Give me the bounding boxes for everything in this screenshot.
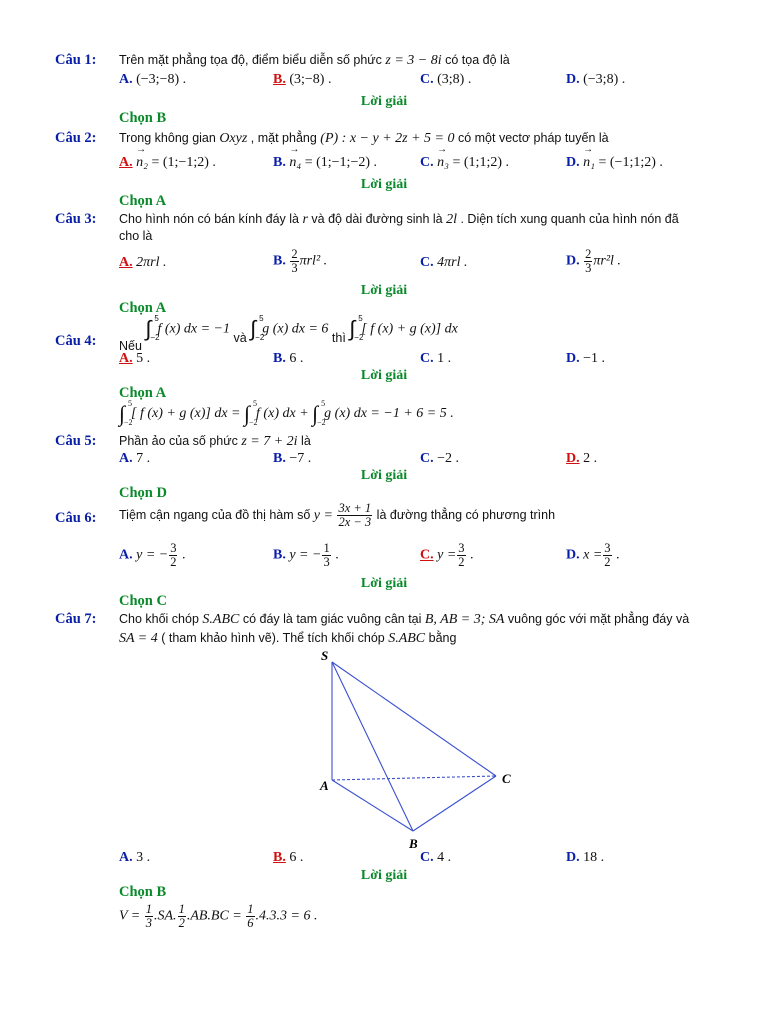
q3-stem-line2: cho là (119, 229, 153, 243)
q4-option-a: A. 5 . (119, 351, 151, 366)
q7-option-c: C. 4 . (420, 850, 452, 865)
q3-option-b-fraction: $\frac{2}{3}$ (291, 247, 298, 275)
q5-option-a: A. 7 . (119, 451, 151, 466)
q5-number: Câu 5: (55, 433, 97, 449)
q2-stem: Trong không gian Oxyz , mặt phẳng (P) : x − y + 2z + 5 = 0 có một vectơ pháp tuyến là (119, 131, 609, 146)
q4-integral-2: ∫ 5 −2 (250, 314, 265, 342)
q2-option-a: A. → n₂ = (1;−1;2) . (119, 155, 216, 171)
q6-function-fraction: $\frac{3x + 1}{2x - 3}$ (338, 501, 372, 529)
q2-option-d: D. → n₁ = (−1;1;2) . (566, 155, 663, 171)
vertex-c-label: C (502, 771, 511, 786)
q4-option-b: B. 6 . (273, 351, 304, 366)
q1-solution-heading: Lời giải (360, 94, 408, 109)
q6-stem: Tiệm cận ngang của đồ thị hàm số y = $\frac{3x + 1}{2x - 3}$ là đường thẳng có phương trình (119, 501, 556, 529)
q5-option-c: C. −2 . (420, 451, 460, 466)
q4-solution: ∫ 5 −2 [ f (x) + g (x)] dx = ∫ 5 −2 f (x) dx + ∫ 5 −2 g (x) dx = −1 + 6 = 5 . (119, 399, 454, 427)
q6-option-a: A. y = − $\frac{3}{2}$ . (119, 541, 186, 569)
q4-number: Câu 4: (55, 333, 97, 349)
q6-choice: Chọn C (119, 593, 167, 609)
q3-option-d-fraction: $\frac{2}{3}$ (585, 247, 592, 275)
q7-stem-line2: SA = 4 ( tham khảo hình vẽ). Thể tích khối chóp S.ABC bằng (119, 631, 457, 646)
q3-option-d: D. $\frac{2}{3}$ πr²l . (566, 247, 621, 275)
q4-integral-3: ∫ 5 −2 (349, 314, 364, 342)
q1-option-b: B. (3;−8) . (273, 72, 332, 87)
q6-option-b: B. y = − $\frac{1}{3}$ . (273, 541, 339, 569)
q5-choice: Chọn D (119, 485, 167, 501)
vertex-b-label: B (409, 836, 418, 851)
q1-stem (119, 53, 510, 69)
q3-choice: Chọn A (119, 300, 167, 316)
q1-stem-end: có tọa độ là (441, 53, 510, 67)
q3-number: Câu 3: (55, 211, 97, 227)
q4-stem: Nếu ∫ 5 −2 f (x) dx = −1 và ∫ 5 −2 g (x) dx = 6 thì ∫ 5 −2 [ f (x) + g (x)] dx (119, 314, 458, 354)
q7-choice: Chọn B (119, 884, 167, 900)
q1-option-a: A. (−3;−8) . (119, 72, 187, 87)
q1-choice: Chọn B (119, 110, 167, 126)
q5-option-b: B. −7 . (273, 451, 312, 466)
q2-number: Câu 2: (55, 130, 97, 146)
q6-option-c: C. y = $\frac{3}{2}$ . (420, 541, 474, 569)
vertex-s-label: S (321, 648, 329, 663)
q6-solution-heading: Lời giải (360, 576, 408, 591)
q7-option-b: B. 6 . (273, 850, 304, 865)
q3-option-c: C. 4πrl . (420, 255, 468, 270)
q4-solution-heading: Lời giải (360, 368, 408, 383)
q2-choice: Chọn A (119, 193, 167, 209)
pyramid-figure (310, 645, 520, 855)
q3-solution-heading: Lời giải (360, 283, 408, 298)
q2-option-c: C. → n₃ = (1;1;2) . (420, 155, 509, 171)
q1-option-c: C. (3;8) . (420, 72, 472, 87)
q1-stem-math: z = 3 − 8i (385, 53, 442, 68)
edge-bc (413, 776, 496, 831)
edge-sc (332, 662, 496, 776)
q7-option-d: D. 18 . (566, 850, 605, 865)
q4-choice: Chọn A (119, 385, 167, 401)
q5-stem: Phần ảo của số phức z = 7 + 2i là (119, 434, 311, 449)
q4-integral-1: ∫ 5 −2 (145, 314, 160, 342)
q1-stem-text: Trên mặt phẳng tọa độ, điểm biểu diễn số phức (119, 53, 386, 67)
q4-option-d: D. −1 . (566, 351, 606, 366)
q7-number: Câu 7: (55, 611, 97, 627)
q7-stem: Cho khối chóp S.ABC có đáy là tam giác vuông cân tại B, AB = 3; SA vuông góc với mặt phẳng đáy và (119, 612, 690, 627)
edge-ac-hidden (332, 776, 496, 780)
q7-solution-heading: Lời giải (360, 868, 408, 883)
q1-option-d: D. (−3;8) . (566, 72, 626, 87)
q3-stem: Cho hình nón có bán kính đáy là r và độ dài đường sinh là 2l . Diện tích xung quanh của hình nón đã (119, 212, 679, 227)
q3-option-a: A. 2πrl . (119, 255, 167, 270)
q5-solution-heading: Lời giải (360, 468, 408, 483)
q1-number: Câu 1: (55, 52, 97, 68)
q7-solution: V = $\frac{1}{3}$ .SA. $\frac{1}{2}$ .AB.BC = $\frac{1}{6}$ .4.3.3 = 6 . (119, 902, 318, 930)
q7-option-a: A. 3 . (119, 850, 151, 865)
q3-option-b: B. $\frac{2}{3}$ πrl² . (273, 247, 328, 275)
q6-number: Câu 6: (55, 510, 97, 526)
vertex-a-label: A (320, 778, 329, 793)
q2-option-b: B. → n₄ = (1;−1;−2) . (273, 155, 377, 171)
q5-option-d: D. 2 . (566, 451, 598, 466)
q2-solution-heading: Lời giải (360, 177, 408, 192)
q4-option-c: C. 1 . (420, 351, 452, 366)
q6-option-d: D. x = $\frac{3}{2}$ . (566, 541, 620, 569)
